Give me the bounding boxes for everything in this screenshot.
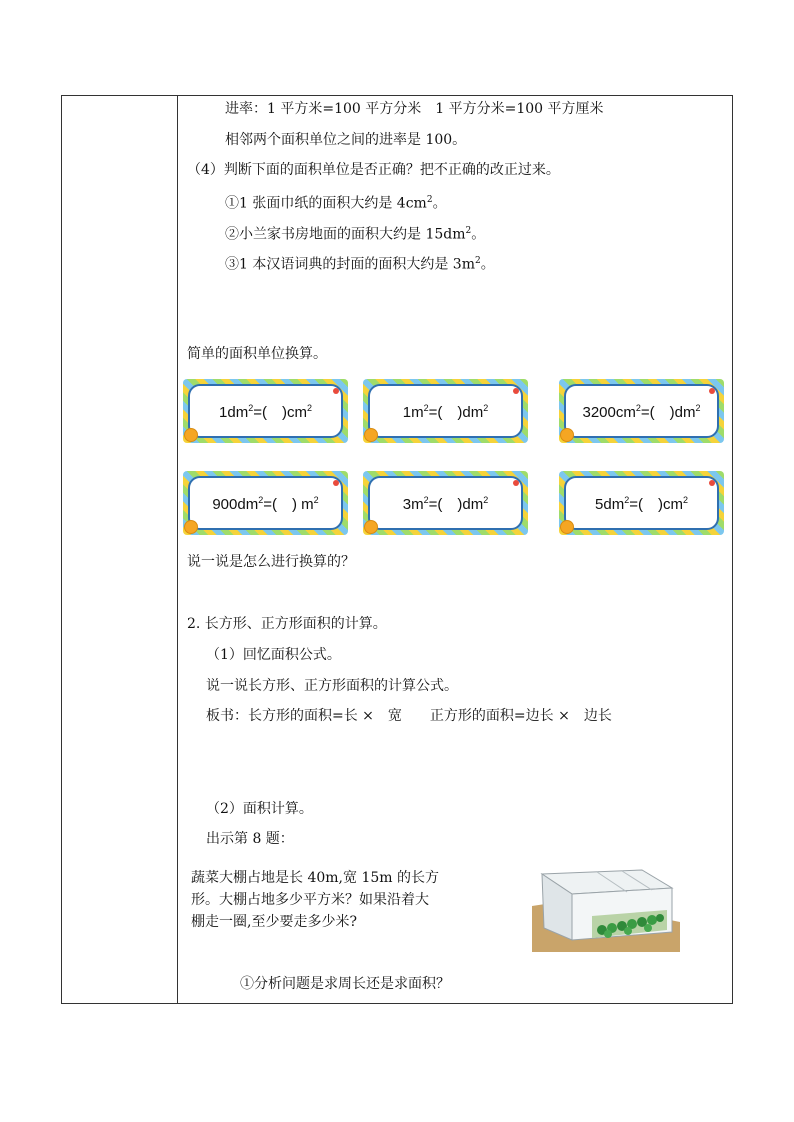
recall-heading: （1）回忆面积公式。	[206, 647, 341, 663]
exercise-label: 出示第 8 题：	[206, 831, 294, 847]
problem-line-3: 棚走一圈,至少要走多少米?	[191, 914, 357, 930]
calc-heading: （2）面积计算。	[206, 801, 313, 817]
question-4-item-1: ①1 张面巾纸的面积大约是 $4cm^2$。	[225, 195, 447, 212]
flower-icon	[333, 480, 339, 486]
recall-question: 说一说长方形、正方形面积的计算公式。	[206, 678, 458, 694]
question-4-item-3: ③1 本汉语词典的封面的面积大约是 $3m^2$。	[225, 256, 495, 273]
conversion-card	[363, 471, 528, 535]
conversion-question: 说一说是怎么进行换算的？	[187, 554, 355, 570]
card-text: $1m^2=$( )$dm^2$	[402, 402, 489, 421]
section-2-title: 2. 长方形、正方形面积的计算。	[187, 616, 387, 632]
flower-icon	[333, 388, 339, 394]
sun-icon	[560, 520, 574, 534]
sun-icon	[364, 428, 378, 442]
conversion-card	[183, 471, 348, 535]
flower-icon	[513, 480, 519, 486]
problem-line-1: 蔬菜大棚占地是长 40m,宽 15m 的长方	[191, 870, 439, 886]
greenhouse-icon	[532, 866, 680, 952]
sun-icon	[184, 520, 198, 534]
rate-line: 进率：1 平方米=100 平方分米 1 平方分米=100 平方厘米	[225, 101, 604, 117]
flower-icon	[513, 388, 519, 394]
column-divider	[177, 96, 178, 1003]
card-text: $5dm^2=$( )$cm^2$	[595, 494, 688, 513]
conversion-card	[183, 379, 348, 443]
conversion-card	[363, 379, 528, 443]
flower-icon	[709, 388, 715, 394]
card-text: $3m^2=$( )$dm^2$	[402, 494, 489, 513]
analysis-question: ①分析问题是求周长还是求面积？	[240, 976, 450, 992]
card-text: $3200cm^2=$( )$dm^2$	[582, 402, 701, 421]
card-text: $900dm^2=$( ) $m^2$	[212, 494, 319, 513]
conversion-card	[559, 471, 724, 535]
rate-note: 相邻两个面积单位之间的进率是 100。	[225, 132, 467, 148]
card-text: $1dm^2=$( )$cm^2$	[219, 402, 312, 421]
board-writing: 板书：长方形的面积=长 × 宽 正方形的面积=边长 × 边长	[206, 708, 612, 724]
sun-icon	[560, 428, 574, 442]
flower-icon	[709, 480, 715, 486]
question-4-item-2: ②小兰家书房地面的面积大约是 $15dm^2$。	[225, 226, 486, 243]
problem-line-2: 形。大棚占地多少平方米？如果沿着大	[191, 892, 429, 908]
sun-icon	[184, 428, 198, 442]
conversion-title: 简单的面积单位换算。	[187, 346, 327, 362]
question-4: （4）判断下面的面积单位是否正确？把不正确的改正过来。	[187, 162, 560, 178]
sun-icon	[364, 520, 378, 534]
conversion-card	[559, 379, 724, 443]
